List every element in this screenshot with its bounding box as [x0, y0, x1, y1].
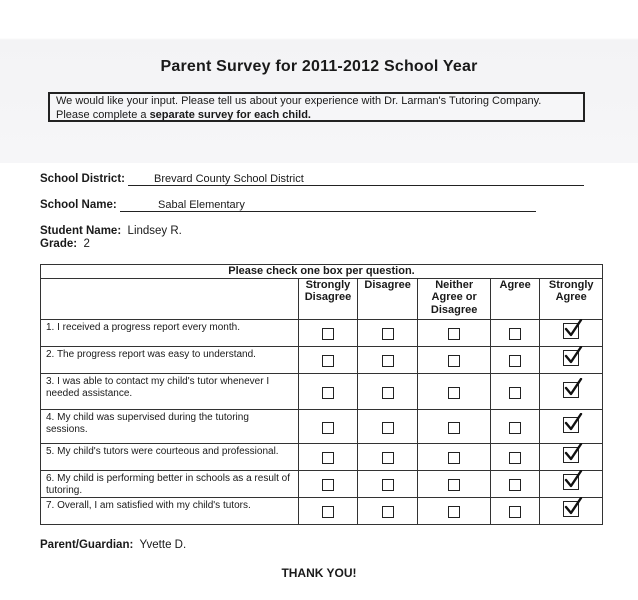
- checkbox[interactable]: [382, 328, 394, 340]
- checkmark-icon: [563, 346, 583, 366]
- thank-you: THANK YOU!: [281, 566, 357, 580]
- question-text: 3. I was able to contact my child's tutor whenever I needed assistance.: [41, 373, 299, 409]
- student-name-label: Student Name:: [40, 225, 122, 237]
- survey-header-row: [41, 278, 603, 319]
- question-row: [41, 346, 603, 373]
- checkbox[interactable]: [322, 452, 334, 464]
- answer-cell: [418, 443, 490, 470]
- school-district-field[interactable]: [128, 171, 584, 186]
- answer-cell: [490, 373, 540, 409]
- answer-cell: [357, 319, 418, 346]
- question-text: 4. My child was supervised during the tutoring sessions.: [41, 409, 299, 443]
- intro-line-2: [56, 109, 583, 123]
- question-column-header: [41, 278, 299, 319]
- answer-cell: [299, 470, 358, 497]
- intro-line-1: We would like your input. Please tell us about your experience with Dr. Larman's Tutoring Company.: [56, 95, 542, 107]
- answer-cell: [490, 497, 540, 524]
- question-text: 1. I received a progress report every month.: [41, 319, 299, 346]
- question-row: [41, 373, 603, 409]
- checkmark-icon: [563, 497, 583, 517]
- answer-cell: [490, 346, 540, 373]
- checkbox[interactable]: [382, 506, 394, 518]
- grade-label: Grade:: [40, 238, 78, 250]
- checked-checkbox[interactable]: [563, 447, 579, 463]
- question-text: 5. My child's tutors were courteous and professional.: [41, 443, 299, 470]
- checkbox[interactable]: [322, 422, 334, 434]
- checkmark-icon: [563, 470, 583, 490]
- checkbox[interactable]: [448, 452, 460, 464]
- school-district-label-text: School District:: [40, 173, 125, 185]
- answer-cell: [418, 470, 490, 497]
- student-name-value[interactable]: Lindsey R.: [127, 225, 182, 237]
- checkbox[interactable]: [322, 355, 334, 367]
- checkbox[interactable]: [509, 479, 521, 491]
- school-name-field[interactable]: [120, 197, 536, 212]
- answer-cell: [357, 373, 418, 409]
- checkbox[interactable]: [509, 328, 521, 340]
- answer-cell: [540, 497, 603, 524]
- col-strongly-agree: Strongly Agree: [540, 278, 603, 319]
- answer-cell: [299, 319, 358, 346]
- checked-checkbox[interactable]: [563, 501, 579, 517]
- checkmark-icon: [563, 413, 583, 433]
- checkbox[interactable]: [322, 387, 334, 399]
- checkbox[interactable]: [322, 328, 334, 340]
- guardian-row: [40, 539, 186, 551]
- checkbox[interactable]: [448, 387, 460, 399]
- checkbox[interactable]: [322, 506, 334, 518]
- col-agree: Agree: [490, 278, 540, 319]
- checkbox[interactable]: [448, 355, 460, 367]
- school-name-label: [40, 199, 117, 211]
- school-district-value: Brevard County School District: [154, 173, 304, 185]
- answer-cell: [357, 470, 418, 497]
- checkmark-icon: [563, 378, 583, 398]
- checkbox[interactable]: [382, 355, 394, 367]
- answer-cell: [299, 373, 358, 409]
- answer-cell: [418, 497, 490, 524]
- answer-cell: [357, 346, 418, 373]
- question-row: [41, 319, 603, 346]
- checkbox[interactable]: [382, 452, 394, 464]
- answer-cell: [540, 470, 603, 497]
- guardian-label: Parent/Guardian:: [40, 539, 134, 551]
- answer-cell: [540, 409, 603, 443]
- checked-checkbox[interactable]: [563, 474, 579, 490]
- col-disagree: Disagree: [357, 278, 418, 319]
- intro-line-2-prefix: Please complete a: [56, 108, 150, 121]
- checkbox[interactable]: [509, 422, 521, 434]
- survey-body: [41, 319, 603, 524]
- question-text: 2. The progress report was easy to understand.: [41, 346, 299, 373]
- answer-cell: [299, 409, 358, 443]
- checked-checkbox[interactable]: [563, 417, 579, 433]
- checkbox[interactable]: [322, 479, 334, 491]
- answer-cell: [418, 409, 490, 443]
- answer-cell: [490, 409, 540, 443]
- checkbox[interactable]: [509, 506, 521, 518]
- checked-checkbox[interactable]: [563, 323, 579, 339]
- answer-cell: [418, 373, 490, 409]
- answer-cell: [299, 443, 358, 470]
- question-row: [41, 443, 603, 470]
- header-band: [0, 0, 638, 163]
- answer-cell: [299, 346, 358, 373]
- grade-value[interactable]: 2: [83, 238, 90, 250]
- school-name-value: Sabal Elementary: [158, 199, 245, 211]
- question-text: 7. Overall, I am satisfied with my child's tutors.: [41, 497, 299, 524]
- answer-cell: [540, 373, 603, 409]
- answer-cell: [540, 346, 603, 373]
- school-district-label: [40, 173, 125, 185]
- checked-checkbox[interactable]: [563, 382, 579, 398]
- question-row: [41, 497, 603, 524]
- checkmark-icon: [563, 443, 583, 463]
- answer-cell: [357, 409, 418, 443]
- answer-cell: [490, 319, 540, 346]
- answer-cell: [490, 443, 540, 470]
- answer-cell: [357, 443, 418, 470]
- answer-cell: [418, 346, 490, 373]
- checkbox[interactable]: [448, 506, 460, 518]
- question-row: [41, 409, 603, 443]
- answer-cell: [540, 443, 603, 470]
- intro-line-2-bold: separate survey for each child.: [149, 108, 311, 121]
- answer-cell: [418, 319, 490, 346]
- grade-row: [40, 238, 90, 250]
- col-neither: Neither Agree or Disagree: [418, 278, 490, 319]
- answer-cell: [490, 470, 540, 497]
- checkbox[interactable]: [448, 328, 460, 340]
- student-name-row: [40, 225, 182, 237]
- survey-table: [40, 264, 603, 525]
- intro-box: [48, 92, 585, 122]
- question-row: [41, 470, 603, 497]
- survey-caption-row: [41, 265, 603, 279]
- checkmark-icon: [563, 319, 583, 339]
- answer-cell: [299, 497, 358, 524]
- checkbox[interactable]: [382, 422, 394, 434]
- guardian-value[interactable]: Yvette D.: [139, 539, 187, 551]
- survey-caption: Please check one box per question.: [41, 265, 603, 279]
- checkbox[interactable]: [448, 422, 460, 434]
- col-strongly-disagree: Strongly Disagree: [299, 278, 358, 319]
- checkbox[interactable]: [382, 387, 394, 399]
- answer-cell: [357, 497, 418, 524]
- answer-cell: [540, 319, 603, 346]
- checkbox[interactable]: [509, 452, 521, 464]
- checkbox[interactable]: [509, 387, 521, 399]
- checked-checkbox[interactable]: [563, 350, 579, 366]
- school-name-label-text: School Name:: [40, 199, 117, 211]
- page-title: Parent Survey for 2011-2012 School Year: [160, 58, 478, 75]
- question-text: 6. My child is performing better in schools as a result of tutoring.: [41, 470, 299, 497]
- checkbox[interactable]: [448, 479, 460, 491]
- checkbox[interactable]: [382, 479, 394, 491]
- checkbox[interactable]: [509, 355, 521, 367]
